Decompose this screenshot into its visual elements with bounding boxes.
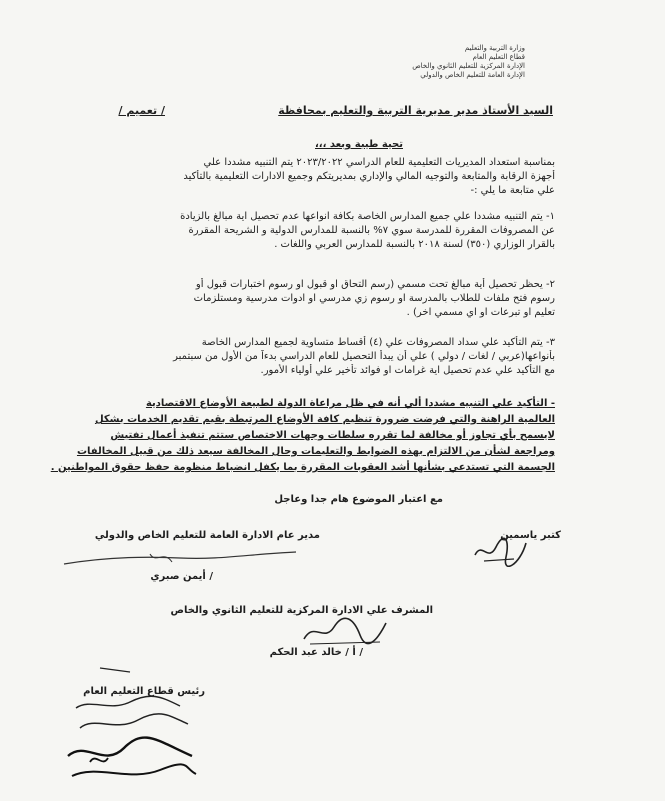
item-3: [45, 336, 555, 378]
ministry-line: وزارة التربية والتعليم: [464, 44, 525, 52]
chief-signature-icon: [60, 664, 200, 794]
emphasis-line: ومراجعة لشأن من الالتزام بهذه الضوابط والتعليمات وحال المخالفة سيعد ذلك من قبيل المخالفات: [76, 446, 555, 457]
item-line: ٣- يتم التأكيد علي سداد المصروفات علي (٤) أقساط متساوية لجميع المدارس الخاصة: [201, 337, 555, 348]
item-line: مع التأكيد علي عدم تحصيل اية غرامات او فوائد تأخير علي أولياء الأمور.: [260, 365, 555, 376]
item-line: تعليم او تبرعات او اي مسمي اخر) .: [406, 307, 555, 318]
supervisor-name: / أ / خالد عبد الحكم: [269, 647, 363, 658]
ministry-header: [412, 44, 525, 80]
intro-line: أجهزة الرقابة والمتابعة والتوجيه المالي والإداري بمديريتكم وجميع الادارات التعليمية بالتأكيد: [183, 171, 555, 182]
item-line: بالقرار الوزاري (٣٥٠) لسنة ٢٠١٨ بالنسبة للمدارس العربي واللغات .: [274, 239, 555, 250]
ministry-line: الإدارة المركزية للتعليم الثانوي والخاص: [412, 62, 525, 70]
supervisor-title: المشرف علي الادارة المركزية للتعليم الثانوي والخاص: [170, 605, 433, 616]
intro-paragraph: [45, 156, 555, 198]
intro-line: علي متابعة ما يلي :-: [470, 185, 555, 196]
ministry-line: قطاع التعليم العام: [472, 53, 525, 61]
chief-title: رئيس قطاع التعليم العام: [83, 686, 205, 697]
director-signature-icon: [60, 548, 300, 570]
emphasis-line: الجسمة التي تستدعي بشأنها أشد العقوبات المقررة بما يكفل انضباط منظومة حفظ حقوق المواطنين .: [50, 462, 555, 473]
greeting: تحية طيبة وبعد ،،،: [315, 139, 403, 150]
supervisor-signature-icon: [300, 617, 390, 647]
item-line: عن المصروفات المقررة للمدرسة سوي ٧% بالنسبة للمدارس الدولية و الشريحة المقررة: [188, 225, 555, 236]
emphasis-line: لايسمح بأي تجاوز أو مخالفة لما تقرره سلطات وجهات الاختصاص ستتم تنفيذ أعمال تفتيش: [110, 430, 555, 441]
emphasis-paragraph: [45, 396, 555, 476]
intro-line: بمناسبة استعداد المديريات التعليمية للعام الدراسي ٢٠٢٣/٢٠٢٢ يتم التنبيه مشددا علي: [203, 157, 555, 168]
emphasis-line: العالمية الراهنة والتي فرضت ضرورة تنظيم كافة الأوضاع المرتبطة بقيم تقديم الخدمات بشكل: [94, 414, 555, 425]
director-title: مدير عام الادارة العامة للتعليم الخاص والدولي: [94, 530, 320, 541]
item-line: رسوم فتح ملفات للطلاب بالمدرسة او رسوم زي مدرسي او ادوات مدرسية ومستلزمات: [193, 293, 555, 304]
item-line: ٢- يحظر تحصيل أية مبالغ تحت مسمي (رسم التحاق او قبول او رسوم اختبارات قبول أو: [195, 279, 555, 290]
item-2: [45, 278, 555, 320]
circular-label: / تعميم /: [118, 104, 165, 117]
addressee-title: السيد الأستاذ مدير مديرية التربية والتعليم بمحافظة: [278, 104, 553, 117]
closing-note: مع اعتبار الموضوع هام جدا وعاجل: [274, 494, 443, 505]
item-1: [45, 210, 555, 252]
reviewer-name: كتبر ياسمين: [500, 530, 561, 541]
ministry-line: الإدارة العامة للتعليم الخاص والدولي: [420, 71, 525, 79]
director-name: / أيمن صبري: [150, 571, 213, 582]
item-line: بأنواعها(عربي / لغات / دولي ) علي أن يبدأ التحصيل للعام الدراسي بدءاً من الأول من سبتمبر: [173, 351, 555, 362]
emphasis-line: - التأكيد علي التنبيه مشددا ألي أنه في ظل مراعاة الدولة لطبيعة الأوضاع الاقتصادية: [145, 398, 555, 409]
reviewer-signature-icon: [470, 535, 530, 567]
item-line: ١- يتم التنبيه مشددا علي جميع المدارس الخاصة بكافة انواعها عدم تحصيل اية مبالغ بالزيادة: [180, 211, 555, 222]
